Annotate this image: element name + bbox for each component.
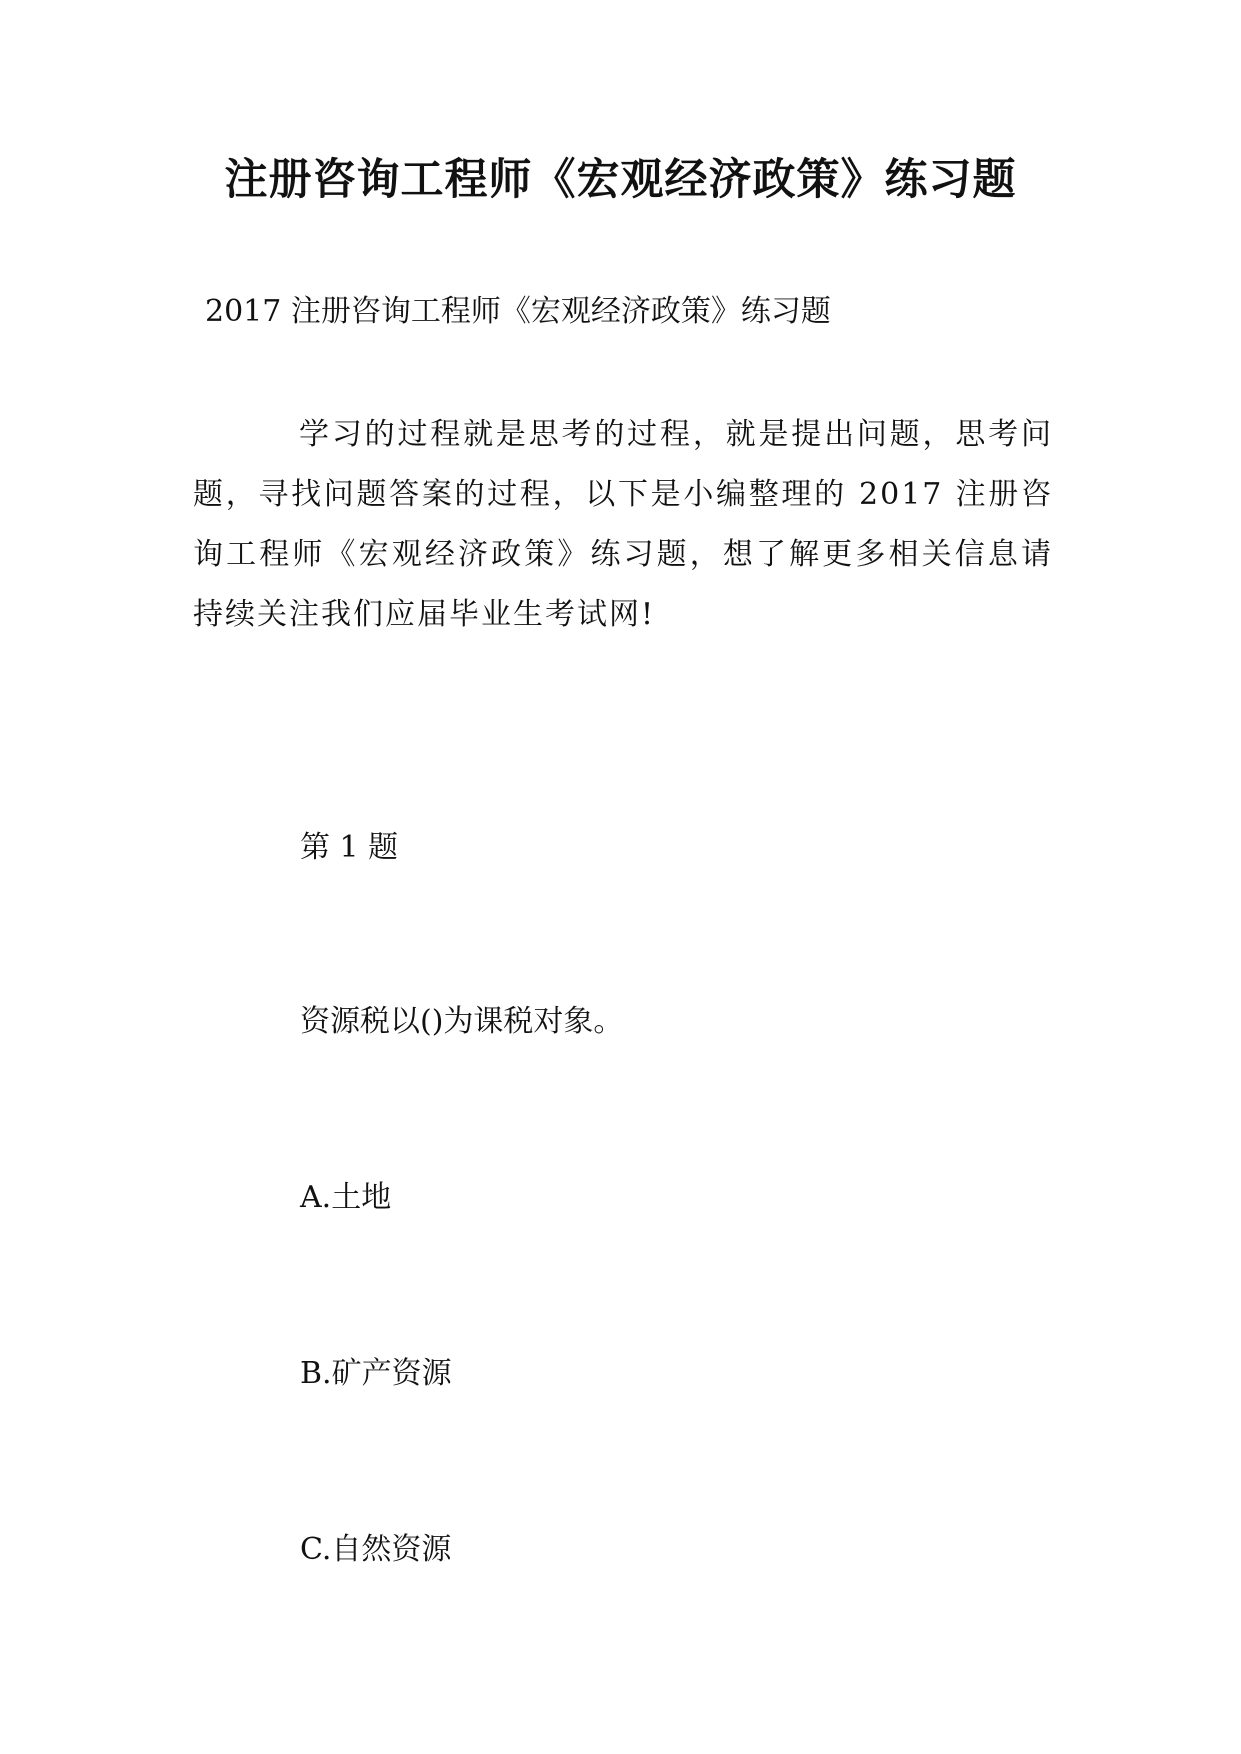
question-text: 资源税以()为课税对象。 — [300, 1004, 624, 1039]
option-c: C.自然资源 — [300, 1532, 452, 1567]
intro-paragraph: 学习的过程就是思考的过程，就是提出问题，思考问题，寻找问题答案的过程，以下是小编整理的 2017 注册咨询工程师《宏观经济政策》练习题，想了解更多相关信息请持续关注我们应届毕业生考试网! — [193, 417, 1053, 632]
option-b: B.矿产资源 — [300, 1356, 452, 1391]
document-subtitle: 2017 注册咨询工程师《宏观经济政策》练习题 — [205, 294, 831, 329]
option-a: A.土地 — [300, 1180, 392, 1215]
document-title: 注册咨询工程师《宏观经济政策》练习题 — [224, 155, 1017, 205]
question-number: 第 1 题 — [300, 830, 399, 865]
